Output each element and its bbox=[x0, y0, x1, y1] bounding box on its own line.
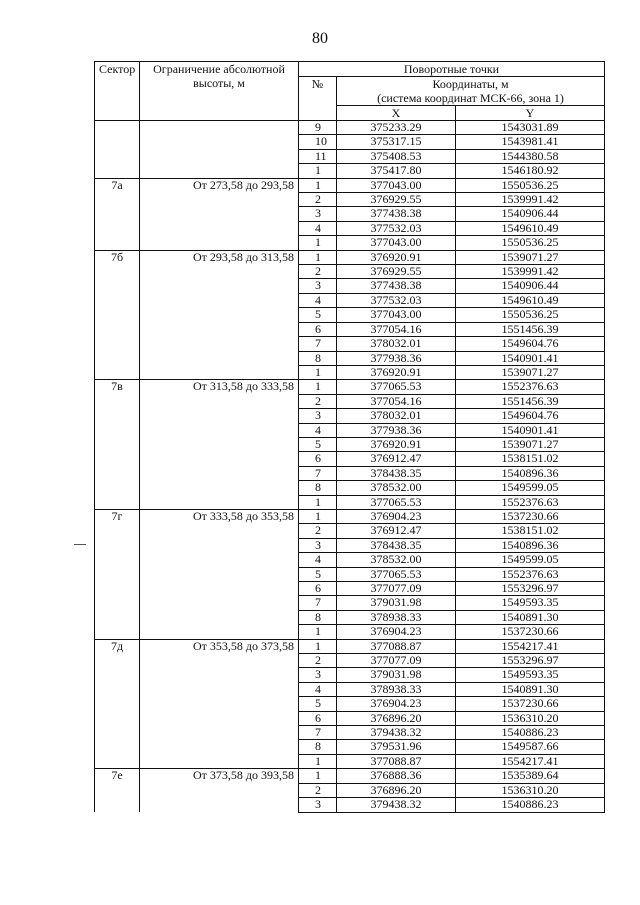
sector-cell: 7б bbox=[95, 250, 140, 380]
point-number-cell: 1 bbox=[299, 639, 337, 653]
x-coordinate-cell: 376912.47 bbox=[337, 452, 456, 466]
x-coordinate-cell: 376912.47 bbox=[337, 524, 456, 538]
point-number-cell: 8 bbox=[299, 610, 337, 624]
table-row bbox=[95, 380, 605, 394]
point-number-cell: 7 bbox=[299, 726, 337, 740]
x-coordinate-cell: 375417.80 bbox=[337, 164, 456, 178]
y-coordinate-cell: 1540906.44 bbox=[456, 207, 605, 221]
x-coordinate-cell: 379031.98 bbox=[337, 596, 456, 610]
y-coordinate-cell: 1539071.27 bbox=[456, 365, 605, 379]
point-number-cell: 1 bbox=[299, 509, 337, 523]
y-coordinate-cell: 1539991.42 bbox=[456, 265, 605, 279]
point-number-cell: 5 bbox=[299, 437, 337, 451]
x-coordinate-cell: 379531.96 bbox=[337, 740, 456, 754]
point-number-cell: 9 bbox=[299, 121, 337, 135]
y-coordinate-cell: 1554217.41 bbox=[456, 639, 605, 653]
table-row bbox=[95, 509, 605, 523]
x-coordinate-cell: 378532.00 bbox=[337, 553, 456, 567]
point-number-cell: 4 bbox=[299, 293, 337, 307]
point-number-cell: 6 bbox=[299, 452, 337, 466]
y-coordinate-cell: 1536310.20 bbox=[456, 783, 605, 797]
y-coordinate-cell: 1546180.92 bbox=[456, 164, 605, 178]
coordinates-table bbox=[94, 61, 605, 813]
y-coordinate-cell: 1552376.63 bbox=[456, 495, 605, 509]
point-number-cell: 5 bbox=[299, 308, 337, 322]
x-coordinate-cell: 378532.00 bbox=[337, 481, 456, 495]
x-coordinate-cell: 377532.03 bbox=[337, 221, 456, 235]
point-number-cell: 1 bbox=[299, 164, 337, 178]
point-number-cell: 1 bbox=[299, 495, 337, 509]
point-number-cell: 3 bbox=[299, 538, 337, 552]
y-coordinate-cell: 1540886.23 bbox=[456, 798, 605, 812]
y-coordinate-cell: 1549599.05 bbox=[456, 481, 605, 495]
y-coordinate-cell: 1550536.25 bbox=[456, 178, 605, 192]
y-coordinate-cell: 1540886.23 bbox=[456, 726, 605, 740]
x-coordinate-cell: 376929.55 bbox=[337, 265, 456, 279]
header-turning-points: Поворотные точки bbox=[299, 62, 605, 77]
point-number-cell: 2 bbox=[299, 265, 337, 279]
x-coordinate-cell: 376920.91 bbox=[337, 437, 456, 451]
y-coordinate-cell: 1543031.89 bbox=[456, 121, 605, 135]
table-row bbox=[95, 250, 605, 264]
point-number-cell: 2 bbox=[299, 394, 337, 408]
header-coords bbox=[337, 77, 605, 106]
page-number: 80 bbox=[312, 30, 328, 47]
point-number-cell: 1 bbox=[299, 380, 337, 394]
point-number-cell: 2 bbox=[299, 524, 337, 538]
header-coords-line2: (система координат МСК-66, зона 1) bbox=[377, 91, 564, 105]
point-number-cell: 2 bbox=[299, 783, 337, 797]
y-coordinate-cell: 1549587.66 bbox=[456, 740, 605, 754]
x-coordinate-cell: 378938.33 bbox=[337, 610, 456, 624]
point-number-cell: 3 bbox=[299, 798, 337, 812]
header-limit: Ограничение абсолютной высоты, м bbox=[140, 62, 299, 121]
height-limit-cell: От 293,58 до 313,58 bbox=[140, 250, 299, 380]
table-row bbox=[95, 121, 605, 135]
y-coordinate-cell: 1540901.41 bbox=[456, 351, 605, 365]
point-number-cell: 4 bbox=[299, 553, 337, 567]
x-coordinate-cell: 377938.36 bbox=[337, 351, 456, 365]
header-x: X bbox=[337, 106, 456, 121]
point-number-cell: 6 bbox=[299, 582, 337, 596]
height-limit-cell: От 273,58 до 293,58 bbox=[140, 178, 299, 250]
y-coordinate-cell: 1552376.63 bbox=[456, 567, 605, 581]
point-number-cell: 6 bbox=[299, 711, 337, 725]
y-coordinate-cell: 1538151.02 bbox=[456, 452, 605, 466]
x-coordinate-cell: 377088.87 bbox=[337, 639, 456, 653]
y-coordinate-cell: 1539071.27 bbox=[456, 437, 605, 451]
point-number-cell: 3 bbox=[299, 279, 337, 293]
point-number-cell: 1 bbox=[299, 365, 337, 379]
table-body bbox=[95, 121, 605, 813]
point-number-cell: 5 bbox=[299, 567, 337, 581]
x-coordinate-cell: 376920.91 bbox=[337, 365, 456, 379]
point-number-cell: 7 bbox=[299, 596, 337, 610]
sector-cell: 7г bbox=[95, 509, 140, 639]
point-number-cell: 4 bbox=[299, 221, 337, 235]
y-coordinate-cell: 1539071.27 bbox=[456, 250, 605, 264]
point-number-cell: 1 bbox=[299, 625, 337, 639]
point-number-cell: 8 bbox=[299, 481, 337, 495]
y-coordinate-cell: 1537230.66 bbox=[456, 697, 605, 711]
y-coordinate-cell: 1549599.05 bbox=[456, 553, 605, 567]
point-number-cell: 2 bbox=[299, 193, 337, 207]
y-coordinate-cell: 1540906.44 bbox=[456, 279, 605, 293]
header-y: Y bbox=[456, 106, 605, 121]
table-header bbox=[95, 62, 605, 121]
sector-cell: 7е bbox=[95, 769, 140, 812]
x-coordinate-cell: 377088.87 bbox=[337, 754, 456, 768]
point-number-cell: 4 bbox=[299, 423, 337, 437]
point-number-cell: 10 bbox=[299, 135, 337, 149]
x-coordinate-cell: 377065.53 bbox=[337, 495, 456, 509]
x-coordinate-cell: 376920.91 bbox=[337, 250, 456, 264]
x-coordinate-cell: 377077.09 bbox=[337, 582, 456, 596]
x-coordinate-cell: 377054.16 bbox=[337, 322, 456, 336]
table-row bbox=[95, 178, 605, 192]
y-coordinate-cell: 1549593.35 bbox=[456, 596, 605, 610]
y-coordinate-cell: 1554217.41 bbox=[456, 754, 605, 768]
x-coordinate-cell: 376904.23 bbox=[337, 509, 456, 523]
sector-cell: 7а bbox=[95, 178, 140, 250]
point-number-cell: 1 bbox=[299, 250, 337, 264]
point-number-cell: 8 bbox=[299, 740, 337, 754]
y-coordinate-cell: 1551456.39 bbox=[456, 322, 605, 336]
x-coordinate-cell: 375317.15 bbox=[337, 135, 456, 149]
table-row bbox=[95, 769, 605, 783]
y-coordinate-cell: 1549593.35 bbox=[456, 668, 605, 682]
height-limit-cell: От 373,58 до 393,58 bbox=[140, 769, 299, 812]
x-coordinate-cell: 375233.29 bbox=[337, 121, 456, 135]
point-number-cell: 11 bbox=[299, 149, 337, 163]
header-sector: Сектор bbox=[95, 62, 140, 121]
y-coordinate-cell: 1544380.58 bbox=[456, 149, 605, 163]
y-coordinate-cell: 1549610.49 bbox=[456, 221, 605, 235]
y-coordinate-cell: 1540896.36 bbox=[456, 466, 605, 480]
y-coordinate-cell: 1552376.63 bbox=[456, 380, 605, 394]
y-coordinate-cell: 1549604.76 bbox=[456, 409, 605, 423]
point-number-cell: 2 bbox=[299, 654, 337, 668]
x-coordinate-cell: 377065.53 bbox=[337, 567, 456, 581]
x-coordinate-cell: 379438.32 bbox=[337, 798, 456, 812]
point-number-cell: 1 bbox=[299, 236, 337, 250]
sector-cell bbox=[95, 121, 140, 179]
y-coordinate-cell: 1536310.20 bbox=[456, 711, 605, 725]
point-number-cell: 6 bbox=[299, 322, 337, 336]
x-coordinate-cell: 377043.00 bbox=[337, 236, 456, 250]
point-number-cell: 1 bbox=[299, 754, 337, 768]
y-coordinate-cell: 1553296.97 bbox=[456, 582, 605, 596]
height-limit-cell: От 353,58 до 373,58 bbox=[140, 639, 299, 769]
y-coordinate-cell: 1537230.66 bbox=[456, 625, 605, 639]
y-coordinate-cell: 1550536.25 bbox=[456, 236, 605, 250]
point-number-cell: 1 bbox=[299, 769, 337, 783]
y-coordinate-cell: 1549610.49 bbox=[456, 293, 605, 307]
height-limit-cell: От 313,58 до 333,58 bbox=[140, 380, 299, 510]
point-number-cell: 3 bbox=[299, 668, 337, 682]
sector-cell: 7в bbox=[95, 380, 140, 510]
y-coordinate-cell: 1549604.76 bbox=[456, 337, 605, 351]
y-coordinate-cell: 1540901.41 bbox=[456, 423, 605, 437]
x-coordinate-cell: 377438.38 bbox=[337, 207, 456, 221]
x-coordinate-cell: 376904.23 bbox=[337, 625, 456, 639]
x-coordinate-cell: 379031.98 bbox=[337, 668, 456, 682]
point-number-cell: 3 bbox=[299, 409, 337, 423]
sector-cell: 7д bbox=[95, 639, 140, 769]
x-coordinate-cell: 377077.09 bbox=[337, 654, 456, 668]
point-number-cell: 1 bbox=[299, 178, 337, 192]
y-coordinate-cell: 1538151.02 bbox=[456, 524, 605, 538]
y-coordinate-cell: 1540891.30 bbox=[456, 682, 605, 696]
y-coordinate-cell: 1540891.30 bbox=[456, 610, 605, 624]
y-coordinate-cell: 1543981.41 bbox=[456, 135, 605, 149]
x-coordinate-cell: 376929.55 bbox=[337, 193, 456, 207]
y-coordinate-cell: 1537230.66 bbox=[456, 509, 605, 523]
y-coordinate-cell: 1553296.97 bbox=[456, 654, 605, 668]
y-coordinate-cell: 1550536.25 bbox=[456, 308, 605, 322]
point-number-cell: 7 bbox=[299, 337, 337, 351]
x-coordinate-cell: 376896.20 bbox=[337, 711, 456, 725]
x-coordinate-cell: 377043.00 bbox=[337, 178, 456, 192]
y-coordinate-cell: 1540896.36 bbox=[456, 538, 605, 552]
point-number-cell: 7 bbox=[299, 466, 337, 480]
header-coords-line1: Координаты, м bbox=[432, 77, 509, 91]
x-coordinate-cell: 376888.36 bbox=[337, 769, 456, 783]
x-coordinate-cell: 378438.35 bbox=[337, 538, 456, 552]
x-coordinate-cell: 378032.01 bbox=[337, 409, 456, 423]
x-coordinate-cell: 377065.53 bbox=[337, 380, 456, 394]
y-coordinate-cell: 1535389.64 bbox=[456, 769, 605, 783]
x-coordinate-cell: 377054.16 bbox=[337, 394, 456, 408]
x-coordinate-cell: 378032.01 bbox=[337, 337, 456, 351]
height-limit-cell bbox=[140, 121, 299, 179]
x-coordinate-cell: 377043.00 bbox=[337, 308, 456, 322]
x-coordinate-cell: 377938.36 bbox=[337, 423, 456, 437]
point-number-cell: 4 bbox=[299, 682, 337, 696]
point-number-cell: 8 bbox=[299, 351, 337, 365]
x-coordinate-cell: 376896.20 bbox=[337, 783, 456, 797]
table-row bbox=[95, 639, 605, 653]
x-coordinate-cell: 378438.35 bbox=[337, 466, 456, 480]
x-coordinate-cell: 375408.53 bbox=[337, 149, 456, 163]
x-coordinate-cell: 376904.23 bbox=[337, 697, 456, 711]
point-number-cell: 3 bbox=[299, 207, 337, 221]
margin-mark bbox=[74, 544, 86, 545]
x-coordinate-cell: 379438.32 bbox=[337, 726, 456, 740]
x-coordinate-cell: 378938.33 bbox=[337, 682, 456, 696]
header-num: № bbox=[299, 77, 337, 121]
y-coordinate-cell: 1551456.39 bbox=[456, 394, 605, 408]
x-coordinate-cell: 377532.03 bbox=[337, 293, 456, 307]
y-coordinate-cell: 1539991.42 bbox=[456, 193, 605, 207]
point-number-cell: 5 bbox=[299, 697, 337, 711]
x-coordinate-cell: 377438.38 bbox=[337, 279, 456, 293]
height-limit-cell: От 333,58 до 353,58 bbox=[140, 509, 299, 639]
